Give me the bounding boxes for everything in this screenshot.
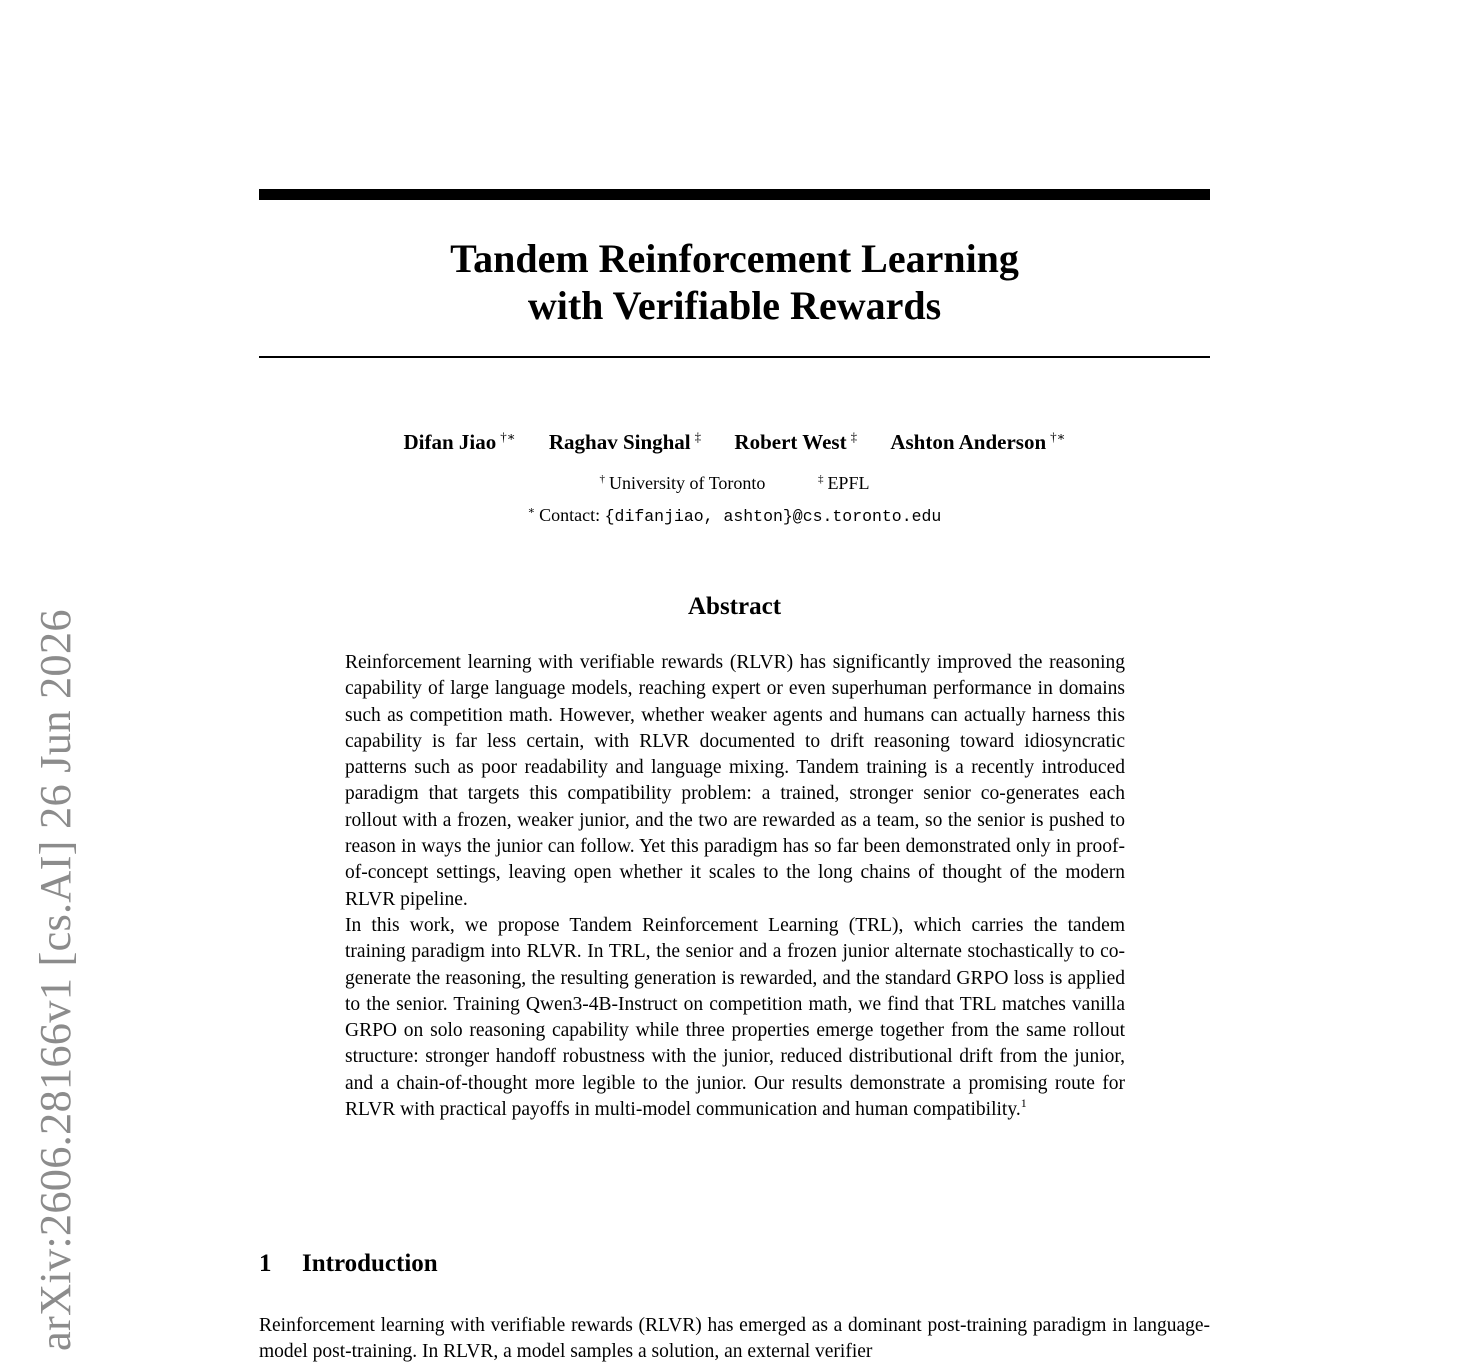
contact-line (259, 500, 1210, 528)
author-name: Raghav Singhal (548, 430, 691, 454)
introduction-paragraph: Reinforcement learning with verifiable rewards (RLVR) has emerged as a dominant post-training paradigm in language-model post-training. In RLVR, a model samples a solution, an external verifier (259, 1315, 1210, 1363)
abstract-paragraph-1: Reinforcement learning with verifiable rewards (RLVR) has significantly improved the reasoning capability of large language models, reaching expert or even superhuman performance in domains such as competition math. However, whether weaker agents and humans can actually harness this capability is far less certain, with RLVR documented to drift reasoning toward idiosyncratic patterns such as poor readability and language mixing. Tandem training is a recently introduced paradigm that targets this compatibility problem: a trained, stronger senior co-generates each rollout with a frozen, weaker junior, and the two are rewarded as a team, so the senior is pushed to reason in ways the junior can follow. Yet this paradigm has so far been demonstrated only in proof-of-concept settings, leaving open whether it scales to the long chains of thought of the modern RLVR pipeline. (345, 652, 1125, 910)
author (549, 424, 701, 455)
arxiv-identifier: arXiv:2606.28166v1 [cs.AI] 26 Jun 2026 (30, 609, 80, 1351)
abstract-paragraph-2 (345, 913, 1125, 1123)
affiliation (818, 468, 870, 494)
paper-title (259, 235, 1210, 329)
affiliation-mark: ‡ (817, 473, 824, 485)
abstract-heading: Abstract (687, 593, 782, 620)
footnote-marker[interactable]: 1 (1020, 1096, 1027, 1111)
contact-email[interactable]: {difanjiao, ashton}@cs.toronto.edu (604, 507, 942, 526)
author (734, 424, 857, 455)
title-bottom-rule (259, 356, 1210, 358)
author-affiliation-marks: †∗ (1050, 429, 1066, 444)
affiliation-mark: † (599, 473, 606, 485)
author-affiliation-marks: ‡ (694, 429, 702, 444)
abstract (345, 650, 1125, 1123)
affiliation-name: University of Toronto (609, 473, 766, 493)
section-number: 1 (259, 1250, 272, 1277)
author (890, 424, 1065, 455)
author-list (259, 424, 1210, 455)
section-heading-introduction (259, 1249, 438, 1279)
title-top-rule (259, 189, 1210, 200)
contact-mark: ∗ (527, 505, 536, 517)
author (403, 424, 515, 455)
section-title: Introduction (302, 1250, 438, 1277)
affiliation (600, 468, 766, 494)
author-name: Difan Jiao (403, 430, 497, 454)
contact-label: Contact: (539, 505, 605, 525)
title-line-2: with Verifiable Rewards (527, 283, 942, 328)
abstract-paragraph-2-text: In this work, we propose Tandem Reinforcement Learning (TRL), which carries the tandem training paradigm into RLVR. In TRL, the senior and a frozen junior alternate stochastically to co-generate the reasoning, the resulting generation is rewarded, and the standard GRPO loss is applied to the senior. Training Qwen3-4B-Instruct on competition math, we find that TRL matches vanilla GRPO on solo reasoning capability while three properties emerge together from the same rollout structure: stronger handoff robustness with the junior, reduced distributional drift from the junior, and a chain-of-thought more legible to the junior. Our results demonstrate a promising route for RLVR with practical payoffs in multi-model communication and human compatibility. (345, 914, 1125, 1121)
affiliation-name: EPFL (827, 473, 870, 493)
affiliations (259, 468, 1210, 494)
author-affiliation-marks: ‡ (850, 429, 858, 444)
author-name: Ashton Anderson (890, 430, 1047, 454)
title-line-1: Tandem Reinforcement Learning (450, 236, 1019, 281)
author-affiliation-marks: †∗ (500, 429, 516, 444)
author-name: Robert West (734, 430, 847, 454)
